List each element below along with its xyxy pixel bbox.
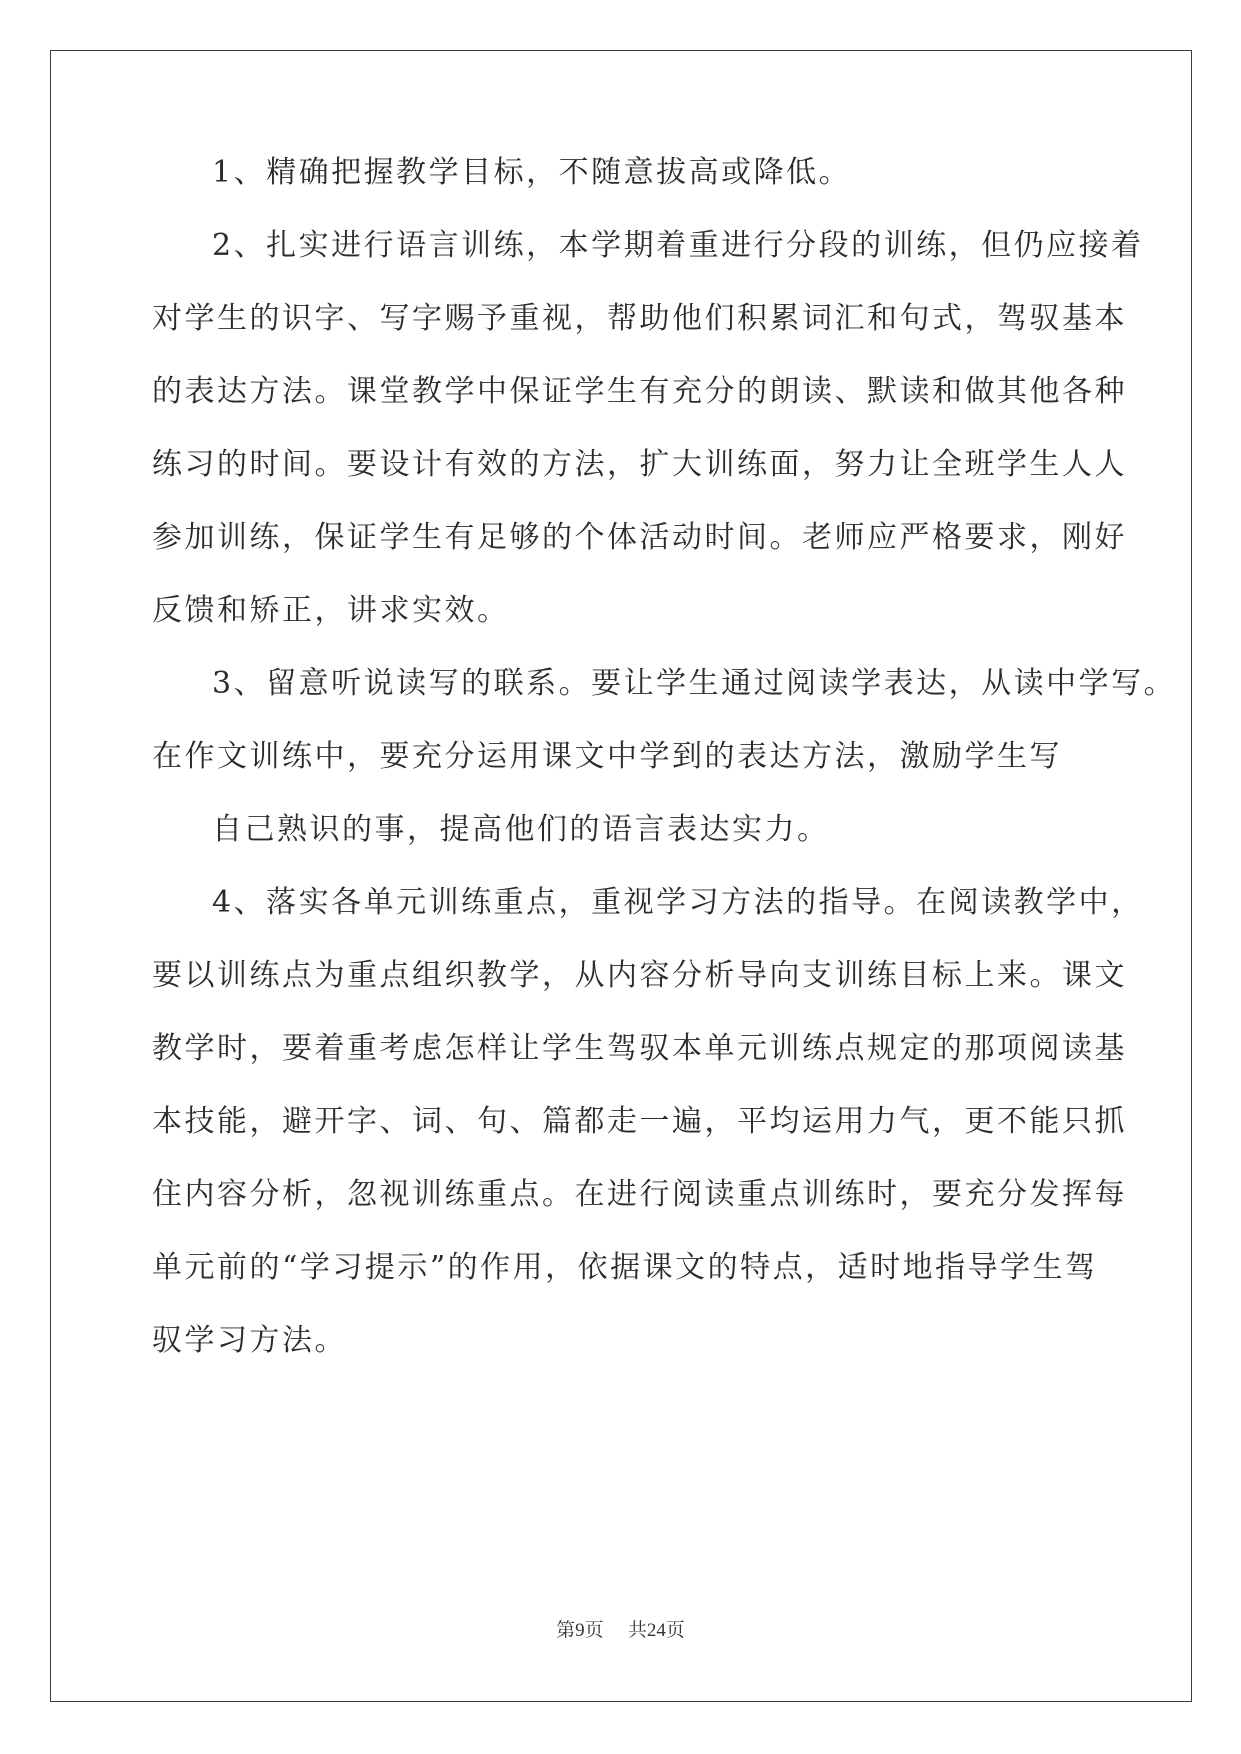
page-suffix: 页 [584, 1619, 604, 1641]
text-line: 对学生的识字、写字赐予重视，帮助他们积累词汇和句式，驾驭基本 [152, 301, 1127, 336]
page-border [50, 50, 1192, 1702]
page-number: 9 [575, 1620, 585, 1641]
text-line: 在作文训练中，要充分运用课文中学到的表达方法，激励学生写 [152, 739, 1062, 774]
text-line: 练习的时间。要设计有效的方法，扩大训练面，努力让全班学生人人 [152, 447, 1127, 482]
text-line: 要以训练点为重点组织教学，从内容分析导向支训练目标上来。课文 [152, 958, 1127, 993]
text-line: 反馈和矫正，讲求实效。 [152, 593, 510, 628]
page-footer [0, 1618, 1241, 1643]
text-line: 参加训练，保证学生有足够的个体活动时间。老师应严格要求，刚好 [152, 520, 1127, 555]
text-line: 3、留意听说读写的联系。要让学生通过阅读学表达，从读中学写。 [212, 666, 1177, 701]
text-line: 4、落实各单元训练重点，重视学习方法的指导。在阅读教学中， [212, 885, 1144, 920]
text-line: 自己熟识的事，提高他们的语言表达实力。 [212, 812, 830, 847]
text-line: 单元前的“学习提示”的作用，依据课文的特点，适时地指导学生驾 [152, 1250, 1098, 1285]
total-suffix: 页 [665, 1619, 685, 1641]
text-line: 驭学习方法。 [152, 1323, 347, 1358]
text-line: 本技能，避开字、词、句、篇都走一遍，平均运用力气，更不能只抓 [152, 1104, 1127, 1139]
text-line: 1、精确把握教学目标，不随意拔高或降低。 [212, 155, 852, 190]
total-prefix: 共 [627, 1619, 647, 1641]
text-line: 住内容分析，忽视训练重点。在进行阅读重点训练时，要充分发挥每 [152, 1177, 1127, 1212]
text-line: 教学时，要着重考虑怎样让学生驾驭本单元训练点规定的那项阅读基 [152, 1031, 1127, 1066]
page-prefix: 第 [556, 1619, 576, 1641]
total-pages: 24 [646, 1620, 666, 1641]
text-line: 的表达方法。课堂教学中保证学生有充分的朗读、默读和做其他各种 [152, 374, 1127, 409]
text-line: 2、扎实进行语言训练，本学期着重进行分段的训练，但仍应接着 [212, 228, 1144, 263]
